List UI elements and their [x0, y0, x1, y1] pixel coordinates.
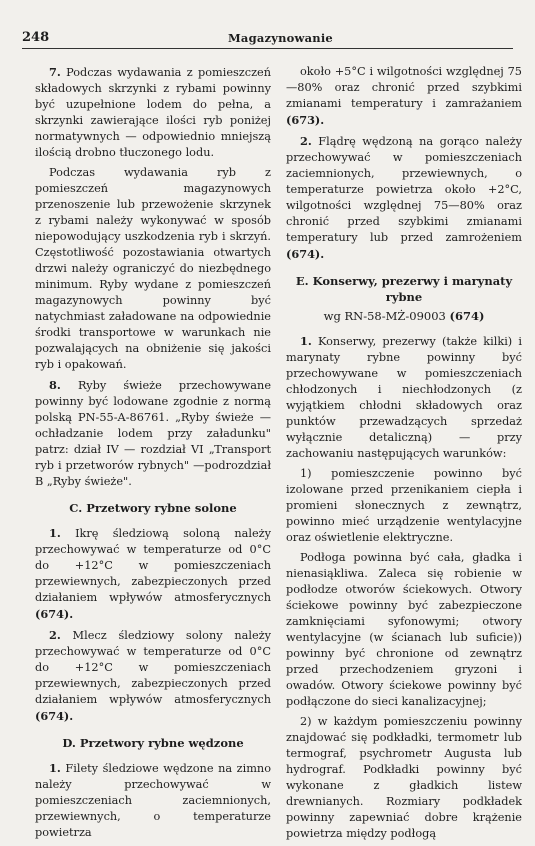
text-run: 1. — [49, 526, 61, 540]
text-run: 1) pomieszczenie powinno być izolowane przed przenikaniem ciepła i promieni słonecznych z zewnątrz, powinno mieć urządzenie wentylacyjne oraz oświetlenie elektryczne. — [286, 467, 522, 544]
paragraph — [35, 627, 271, 725]
text-run: D. Przetwory rybne wędzone — [62, 736, 244, 750]
text-run: wg RN-58-MŻ-09003 — [323, 309, 450, 323]
text-run: E. Konserwy, prezerwy i marynaty rybne — [295, 274, 513, 304]
text-run: 7. — [49, 65, 61, 79]
left-column — [35, 64, 271, 845]
running-title: Magazynowanie — [228, 31, 333, 45]
text-run: Podczas wydawania z pomieszczeń składowych skrzynki z rybami powinny być uzupełnione lodem do pełna, a skrzynki zawierające ilości ryb poniżej normatywnych — odpowiednio mniejszą ilością drobno tłuczonego lodu. — [35, 66, 271, 159]
paragraph — [286, 333, 522, 462]
paragraph — [286, 133, 522, 263]
text-run: Mlecz śledziowy solony należy przechowywać w temperaturze od 0°C do +12°C w pomieszczeniach przewiewnych, zabezpieczonych przed działaniem wpływów atmosferycznych — [35, 629, 271, 706]
paragraph — [35, 165, 271, 373]
page-number: 248 — [22, 30, 50, 45]
text-run: Konserwy, prezerwy (także kilki) i marynaty rybne powinny być przechowywane w pomieszczeniach chłodzonych i niechłodzonych (z wyjątkiem chłodni składowych oraz punktów przewadzących sprzedaż wyłącznie detaliczną) — przy zachowaniu następujących warunków: — [286, 335, 522, 460]
section-heading — [35, 735, 271, 751]
text-run: Podczas wydawania ryb z pomieszczeń magazynowych przenoszenie lub przewożenie skrzynek z rybami należy wykonywać w sposób niepowodujący uszkodzenia ryb i skrzyń. Częstotliwość pozostawiania otwartych drzwi należy ograniczyć do niezbędnego minimum. Ryby wydane z pomieszczeń magazynowych powinny być natychmiast załadowane na odpowiednie środki transportowe w warunkach nie pozwalających na obniżenie się jakości ryb i opakowań. — [35, 166, 271, 371]
text-run: Podłoga powinna być cała, gładka i nienasiąkliwa. Zaleca się robienie w podłodze otworów ściekowych. Otwory ściekowe powinny być zabezpieczone zamknięciami syfonowymi; otwory wentylacyjne (w ścianach lub suficie)) powinny być chronione od zewnątrz przed przechodzeniem gryzoni i owadów. Otwory ściekowe powinny być podłączone do sieci kanalizacyjnej; — [286, 551, 522, 708]
text-run: (673). — [286, 113, 325, 127]
text-run: 8. — [49, 378, 61, 392]
text-run: 2) w każdym pomieszczeniu powinny znajdować się podkładki, termometr lub termograf, psychrometr Augusta lub hydrograf. Podkładki powinny być wykonane z gładkich listew drewnianych. Rozmiary podkładek powinny zapewniać dobre krążenie powietrza między podłogą — [286, 715, 522, 840]
paragraph — [35, 64, 271, 161]
paragraph — [286, 466, 522, 546]
text-run: C. Przetwory rybne solone — [69, 501, 237, 515]
paragraph — [286, 714, 522, 842]
paragraph — [35, 760, 271, 841]
paragraph — [35, 377, 271, 490]
text-run: (674). — [35, 607, 74, 621]
text-run: Flądrę wędzoną na gorąco należy przechowywać w pomieszczeniach zaciemnionych, przewiewnych, o temperaturze powietrza około +2°C, wilgotności względnej 75—80% oraz chronić przed szybkimi zmianami temperatury lub przed zamrożeniem — [286, 135, 522, 244]
text-run: około +5°C i wilgotności względnej 75—80% oraz chronić przed szybkimi zmianami temperatury i zamrażaniem — [286, 65, 522, 110]
text-run: 2. — [49, 628, 61, 642]
text-run: 1. — [49, 761, 61, 775]
section-heading — [35, 500, 271, 516]
paragraph — [286, 64, 522, 129]
text-run: Ikrę śledziową soloną należy przechowywać w temperaturze od 0°C do +12°C w pomieszczeniach przewiewnych, zabezpieczonych przed działaniem wpływów atmosferycznych — [35, 527, 271, 604]
text-run: 1. — [300, 334, 312, 348]
section-heading — [286, 308, 522, 324]
text-run: (674). — [286, 247, 325, 261]
right-column — [286, 64, 522, 846]
text-run: (674). — [35, 709, 74, 723]
paragraph — [35, 525, 271, 623]
section-heading — [286, 273, 522, 305]
paragraph — [286, 550, 522, 710]
text-run: Ryby świeże przechowywane powinny być lodowane zgodnie z normą polską PN-55-A-86761. „Ryby świeże — ochładzanie lodem przy załadunku" patrz: dział IV — rozdział VI „Transport ryb i przetworów rybnych" —podrozdział B „Ryby świeże". — [35, 379, 271, 488]
text-run: Filety śledziowe wędzone na zimno należy przechowywać w pomieszczeniach zaciemnionych, przewiewnych, o temperaturze powietrza — [35, 762, 272, 839]
page-header — [22, 30, 513, 50]
header-rule — [22, 48, 513, 49]
text-run: (674) — [449, 309, 485, 323]
text-run: 2. — [300, 134, 312, 148]
